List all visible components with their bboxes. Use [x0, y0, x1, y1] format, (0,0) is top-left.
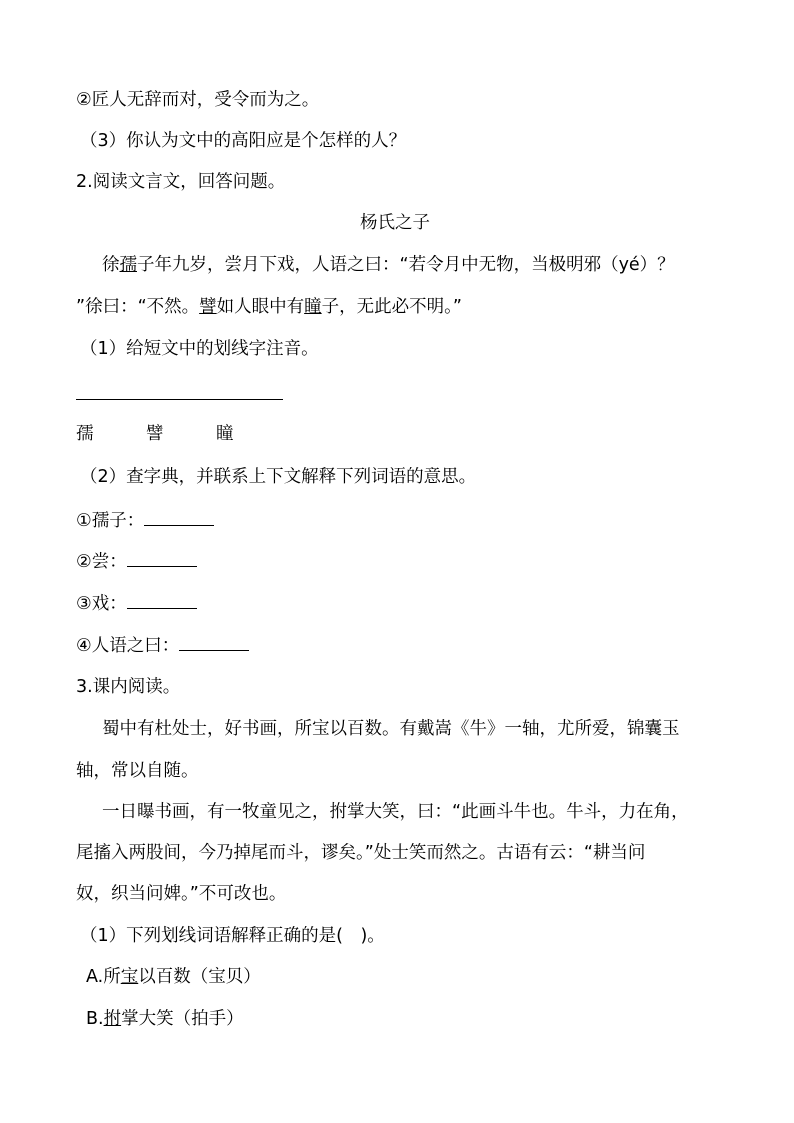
text: B. — [86, 1009, 104, 1029]
text: 2.阅读文言文，回答问题。 — [76, 172, 286, 192]
text: ③戏： — [76, 594, 127, 614]
reading-question-1 — [80, 925, 385, 947]
text: 一日曝书画，有一牧童见之，拊掌大笑，曰：“此画斗牛也。牛斗，力在角， — [102, 802, 689, 822]
text: （3）你认为文中的高阳应是个怎样的人？ — [80, 131, 407, 151]
passage-line-1 — [102, 254, 675, 276]
answer-line — [76, 399, 283, 400]
underlined-char: 孺 — [119, 255, 137, 275]
definition-1 — [76, 509, 214, 532]
option-b — [86, 1008, 244, 1030]
text: ④人语之曰： — [76, 636, 180, 656]
reading-line-2 — [76, 760, 199, 782]
fill-blank[interactable] — [127, 592, 197, 609]
reading-line-3 — [102, 801, 689, 823]
text: 蜀中有杜处士，好书画，所宝以百数。有戴嵩《牛》一轴，尤所爱，锦囊玉 — [102, 719, 680, 739]
definition-2 — [76, 550, 197, 573]
text: （2）查字典，并联系上下文解释下列词语的意思。 — [80, 467, 477, 487]
text: 掌大笑（拍手） — [121, 1009, 244, 1029]
text: ”徐曰：“不然。 — [76, 297, 200, 317]
text: 子年九岁，尝月下戏，人语之曰：“若令月中无物，当极明邪（yé）？ — [137, 255, 675, 275]
question-3 — [80, 130, 406, 152]
definition-4 — [76, 634, 249, 657]
text: 3.课内阅读。 — [76, 677, 181, 697]
char: 孺 — [76, 424, 94, 444]
text: （1）下列划线词语解释正确的是( )。 — [80, 926, 385, 946]
section-2-heading — [76, 171, 285, 193]
passage-title — [360, 212, 430, 234]
text: ①孺子： — [76, 511, 145, 531]
text: 奴，织当问婢。”不可改也。 — [76, 884, 287, 904]
underlined-char: 譬 — [199, 297, 217, 317]
text: （1）给短文中的划线字注音。 — [80, 339, 319, 359]
fill-blank[interactable] — [144, 509, 214, 526]
definition-3 — [76, 592, 197, 615]
fill-blank[interactable] — [127, 550, 197, 567]
text: 如人眼中有 — [216, 297, 305, 317]
char: 瞳 — [216, 424, 234, 444]
underlined-char: 拊 — [103, 1009, 122, 1029]
text: 杨氏之子 — [360, 213, 430, 233]
reading-line-4 — [76, 842, 645, 864]
text: ②尝： — [76, 552, 127, 572]
reading-line-1 — [102, 718, 680, 740]
text: 轴，常以自随。 — [76, 761, 199, 781]
underlined-char: 瞳 — [304, 297, 322, 317]
text: A.所 — [86, 967, 121, 987]
text: 徐 — [102, 255, 120, 275]
section-3-heading — [76, 676, 180, 698]
question-1 — [80, 338, 319, 360]
fill-blank[interactable] — [179, 634, 249, 651]
text: 子，无此必不明。” — [321, 297, 462, 317]
text: ②匠人无辞而对，受令而为之。 — [76, 90, 320, 110]
line-answer-2 — [76, 89, 319, 111]
underlined-char: 宝 — [120, 967, 139, 987]
reading-line-5 — [76, 883, 286, 905]
phonetic-chars — [76, 423, 234, 445]
text: 以百数（宝贝） — [138, 967, 261, 987]
text: 尾搐入两股间，今乃掉尾而斗，谬矣。”处士笑而然之。古语有云：“耕当问 — [76, 843, 646, 863]
char: 譬 — [146, 424, 164, 444]
question-2 — [80, 466, 476, 488]
option-a — [86, 966, 261, 988]
passage-line-2 — [76, 296, 462, 318]
